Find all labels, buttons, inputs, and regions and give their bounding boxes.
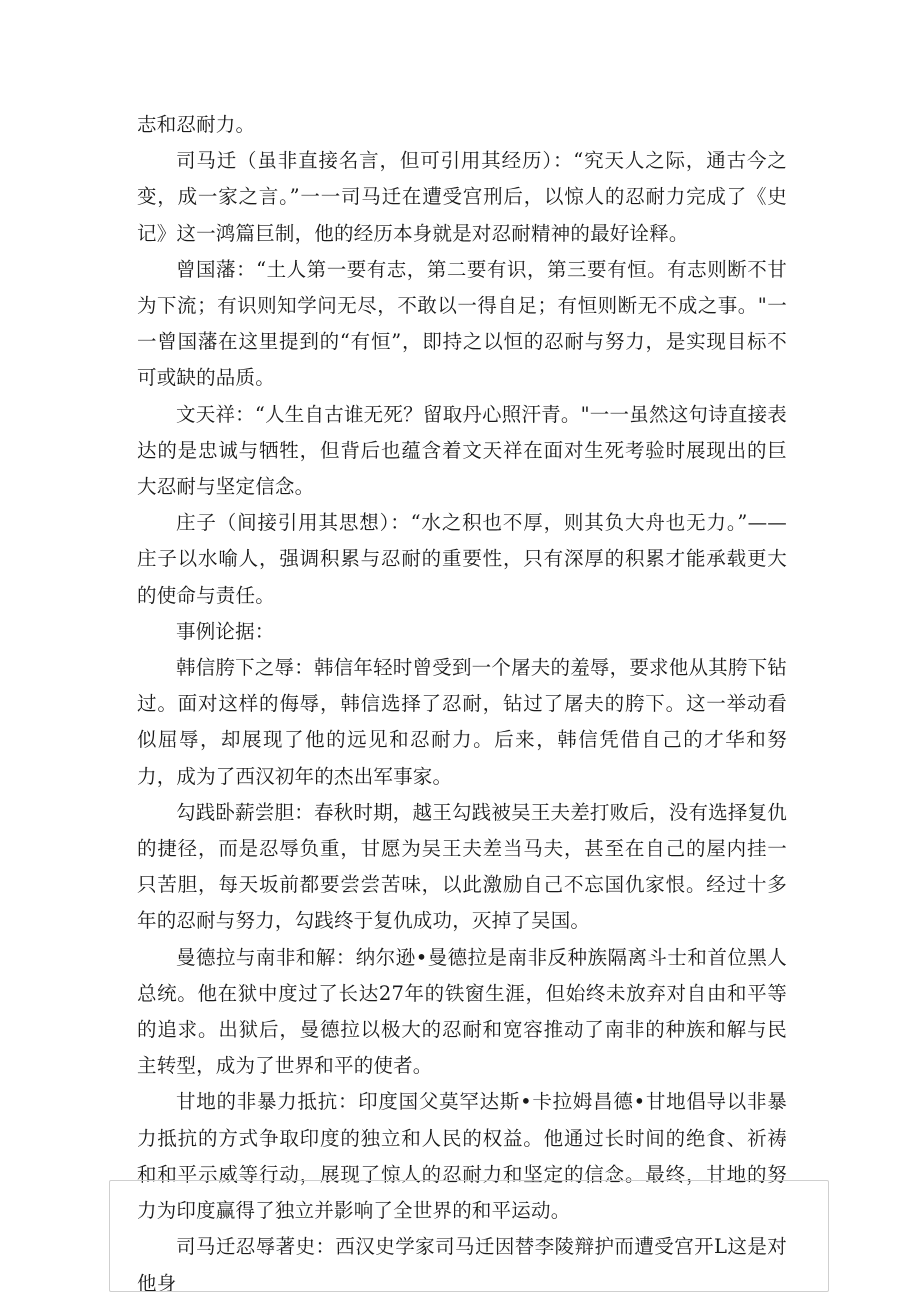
paragraph-0: 志和忍耐力。: [137, 113, 256, 136]
paragraph-10: 司马迁忍辱著史：西汉史学家司马迁因替李陵辩护而遭受宫开L这是对他身: [137, 1235, 787, 1295]
paragraph-2: 曾国藩：“土人第一要有志，第二要有识，第三要有恒。有志则断不甘为下流；有识则知学问无尽，不敢以一得自足；有恒则断无不成之事。"一一曾国藩在这里提到的“有恒”，即持之以恒的忍耐与努力，是实现目标不可或缺的品质。: [137, 257, 787, 390]
paragraph-7: 勾践卧薪尝胆：春秋时期，越王勾践被吴王夫差打败后，没有选择复仇的捷径，而是忍辱负重，甘愿为吴王夫差当马夫，甚至在自己的屋内挂一只苦胆，每天坂前都要尝尝苦味，以此激励自己不忘国仇家恨。经过十多年的忍耐与努力，勾践终于复仇成功，灭掉了吴国。: [137, 800, 787, 933]
paragraph-1: 司马迁（虽非直接名言，但可引用其经历）：“究天人之际，通古今之变，成一家之言。”一一司马迁在遭受宫刑后，以惊人的忍耐力完成了《史记》这一鸿篇巨制，他的经历本身就是对忍耐精神的最好诠释。: [137, 149, 787, 245]
paragraph-8: 曼德拉与南非和解：纳尔逊•曼德拉是南非反种族隔离斗士和首位黑人总统。他在狱中度过了长达27年的铁窗生涯，但始终未放弃对自由和平等的追求。出狱后，曼德拉以极大的忍耐和宽容推动了南非的种族和解与民主转型，成为了世界和平的使者。: [137, 945, 787, 1078]
paragraph-4: 庄子（间接引用其思想）：“水之积也不厚，则其负大舟也无力。”——庄子以水喻人，强调积累与忍耐的重要性，只有深厚的积累才能承载更大的使命与责任。: [137, 511, 787, 607]
paragraph-9: 甘地的非暴力抵抗：印度国父莫罕达斯•卡拉姆昌德•甘地倡导以非暴力抵抗的方式争取印度的独立和人民的权益。他通过长时间的绝食、祈祷和和平示威等行动，展现了惊人的忍耐力和坚定的信念。最终，甘地的努力为印度赢得了独立并影响了全世界的和平运动。: [137, 1090, 787, 1223]
paragraph-3: 文天祥：“人生自古谁无死？留取丹心照汗青。"一一虽然这句诗直接表达的是忠诚与牺牲，但背后也蕴含着文天祥在面对生死考验时展现出的巨大忍耐与坚定信念。: [137, 402, 787, 499]
section-heading-examples: 事例论据：: [176, 619, 275, 643]
paragraph-6: 韩信胯下之辱：韩信年轻时曾受到一个屠夫的羞辱，要求他从其胯下钻过。面对这样的侮辱，韩信选择了忍耐，钻过了屠夫的胯下。这一举动看似屈辱，却展现了他的远见和忍耐力。后来，韩信凭借自己的才华和努力，成为了西汉初年的杰出军事家。: [137, 656, 787, 788]
document-body: [137, 107, 787, 1302]
